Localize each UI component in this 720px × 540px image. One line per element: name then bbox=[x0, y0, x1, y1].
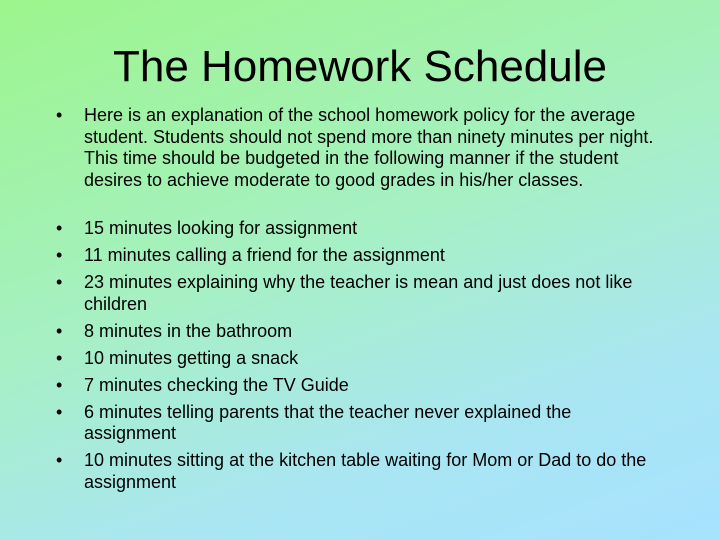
list-item bbox=[56, 321, 666, 343]
list-item-text: 7 minutes checking the TV Guide bbox=[84, 374, 349, 395]
list-item bbox=[56, 348, 666, 370]
bullet-list bbox=[56, 105, 666, 499]
list-item bbox=[56, 272, 666, 315]
bullet-icon: • bbox=[56, 218, 63, 238]
bullet-icon: • bbox=[56, 374, 63, 395]
list-item-text: 8 minutes in the bathroom bbox=[84, 320, 293, 341]
bullet-icon: • bbox=[56, 272, 63, 292]
bullet-icon: • bbox=[56, 320, 63, 341]
intro-text: Here is an explanation of the school homework policy for the average student. Students should not spend more than ninety minutes per night. This time should be budgeted in the following manner if the student desires to achieve moderate to good grades in his/her classes. bbox=[84, 105, 654, 190]
list-item-text: 15 minutes looking for assignment bbox=[84, 218, 358, 238]
list-item bbox=[56, 402, 666, 445]
list-item bbox=[56, 375, 666, 397]
list-item bbox=[56, 450, 666, 493]
bullet-icon: • bbox=[56, 105, 63, 125]
list-item-text: 6 minutes telling parents that the teacher never explained the assignment bbox=[84, 401, 572, 443]
list-item bbox=[56, 245, 666, 267]
bullet-icon: • bbox=[56, 347, 63, 368]
bullet-icon: • bbox=[56, 401, 63, 422]
list-item-text: 23 minutes explaining why the teacher is mean and just does not like children bbox=[84, 272, 633, 314]
list-item-text: 10 minutes sitting at the kitchen table waiting for Mom or Dad to do the assignment bbox=[84, 450, 647, 492]
list-item-text: 10 minutes getting a snack bbox=[84, 347, 299, 368]
list-item-text: 11 minutes calling a friend for the assignment bbox=[84, 245, 445, 265]
bullet-icon: • bbox=[56, 245, 63, 265]
list-item bbox=[56, 218, 666, 240]
slide-title: The Homework Schedule bbox=[112, 42, 607, 91]
bullet-icon: • bbox=[56, 450, 63, 470]
list-item-intro bbox=[56, 105, 666, 191]
